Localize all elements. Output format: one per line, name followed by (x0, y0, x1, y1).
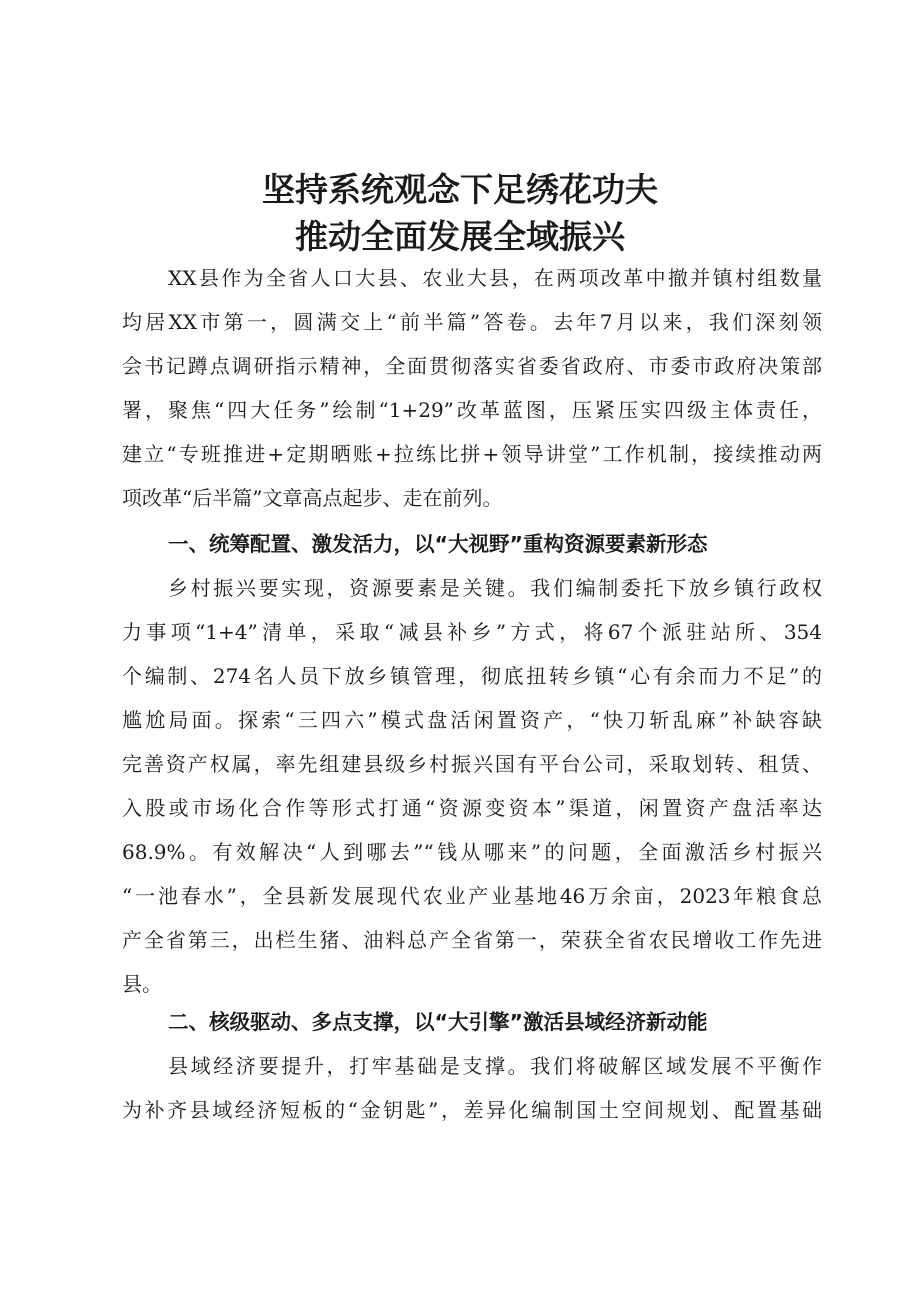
paragraph-line: 县域经济要提升，打牢基础是支撑。我们将破解区域发展不平衡作 (168, 1054, 822, 1078)
document-title-line1: 坚持系统观念下足绣花功夫 (262, 170, 658, 209)
section-heading-1: 一、统筹配置、激发活力，以“大视野”重构资源要素新形态 (168, 532, 708, 556)
paragraph-line: 完善资产权属，率先组建县级乡村振兴国有平台公司，采取划转、租赁、 (122, 752, 822, 776)
intro-paragraph (122, 256, 822, 520)
document-title-line2: 推动全面发展全域振兴 (295, 217, 625, 256)
paragraph-line: 项改革“后半篇”文章高点起步、走在前列。 (122, 486, 503, 510)
paragraph-line: 均居XX市第一，圆满交上“前半篇”答卷。去年7月以来，我们深刻领 (122, 310, 822, 334)
paragraph-line: 为补齐县域经济短板的“金钥匙”，差异化编制国土空间规划、配置基础 (122, 1098, 822, 1122)
paragraph-line: XX县作为全省人口大县、农业大县，在两项改革中撤并镇村组数量 (168, 266, 822, 290)
section1-paragraph (122, 566, 822, 1006)
paragraph-line: 尴尬局面。探索“三四六”模式盘活闲置资产，“快刀斩乱麻”补缺容缺 (122, 708, 822, 732)
paragraph-line: 会书记蹲点调研指示精神，全面贯彻落实省委省政府、市委市政府决策部 (122, 354, 822, 378)
paragraph-line: 产全省第三，出栏生猪、油料总产全省第一，荣获全省农民增收工作先进 (122, 928, 822, 952)
paragraph-line: 入股或市场化合作等形式打通“资源变资本”渠道，闲置资产盘活率达 (122, 796, 822, 820)
paragraph-line: “一池春水”，全县新发展现代农业产业基地46万余亩，2023年粮食总 (122, 884, 822, 908)
section-heading-2: 二、核级驱动、多点支撑，以“大引擎”激活县域经济新动能 (168, 1010, 708, 1034)
paragraph-line: 县。 (122, 972, 162, 996)
paragraph-line: 署，聚焦“四大任务”绘制“1+29”改革蓝图，压紧压实四级主体责任， (122, 398, 822, 422)
paragraph-line: 力事项“1+4”清单，采取“减县补乡”方式，将67个派驻站所、354 (122, 620, 822, 644)
paragraph-line: 建立“专班推进+定期晒账+拉练比拼+领导讲堂”工作机制，接续推动两 (122, 442, 822, 466)
paragraph-line: 乡村振兴要实现，资源要素是关键。我们编制委托下放乡镇行政权 (168, 576, 822, 600)
section2-paragraph (122, 1044, 822, 1132)
paragraph-line: 个编制、274名人员下放乡镇管理，彻底扭转乡镇“心有余而力不足”的 (122, 664, 822, 688)
paragraph-line: 68.9%。有效解决“人到哪去”“钱从哪来”的问题，全面激活乡村振兴 (122, 840, 822, 864)
